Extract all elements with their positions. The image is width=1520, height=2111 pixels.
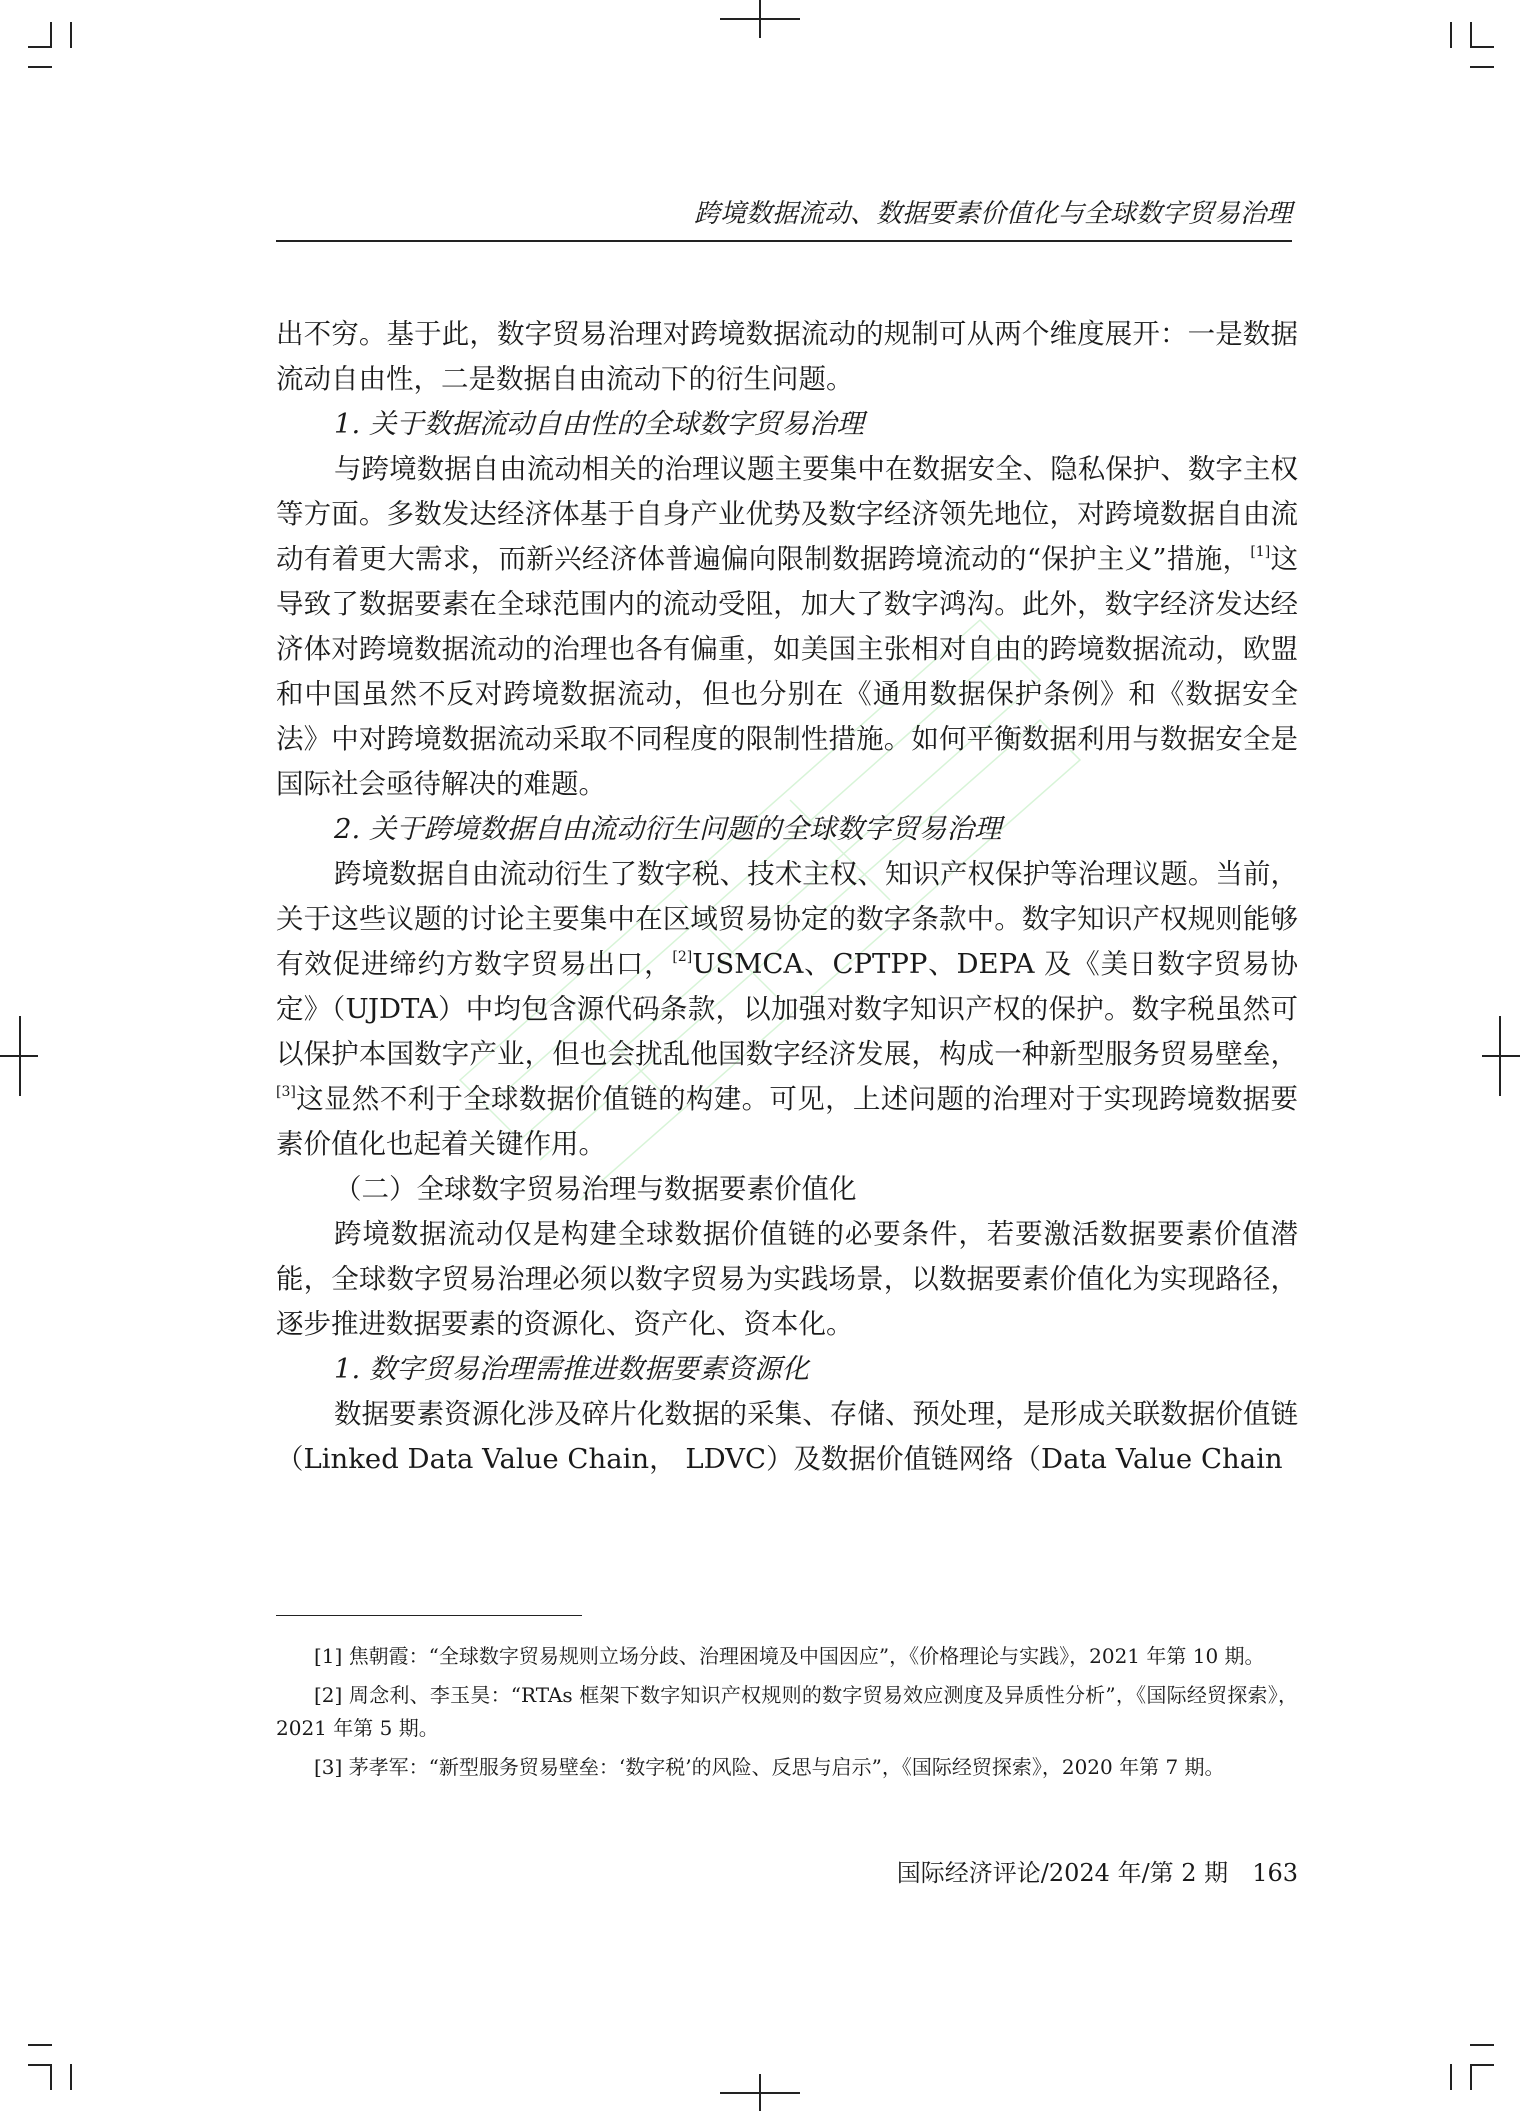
crop-mark xyxy=(70,2064,72,2090)
footnote: [2] 周念利、李玉昊：“RTAs 框架下数字知识产权规则的数字贸易效应测度及异质性分析”，《国际经贸探索》，2021 年第 5 期。 xyxy=(276,1683,1298,1740)
running-header: 跨境数据流动、数据要素价值化与全球数字贸易治理 xyxy=(276,196,1292,242)
page-number: 163 xyxy=(1252,1859,1298,1887)
crop-mark xyxy=(1470,46,1494,48)
crop-mark xyxy=(50,2064,52,2090)
paragraph: 跨境数据流动仅是构建全球数据价值链的必要条件，若要激活数据要素价值潜能，全球数字贸易治理必须以数字贸易为实践场景，以数据要素价值化为实现路径，逐步推进数据要素的资源化、资产化、资本化。 xyxy=(276,1218,1298,1340)
crop-mark xyxy=(1470,66,1494,68)
section-subheading: 1. 数字贸易治理需推进数据要素资源化 xyxy=(334,1353,809,1385)
crop-mark xyxy=(759,2074,761,2111)
paragraph: 出不穷。基于此，数字贸易治理对跨境数据流动的规制可从两个维度展开：一是数据流动自由性，二是数据自由流动下的衍生问题。 xyxy=(276,318,1298,395)
footnote-ref[interactable]: [1] xyxy=(1250,544,1271,560)
paragraph-text: 这显然不利于全球数据价值链的构建。可见，上述问题的治理对于实现跨境数据要素价值化也起着关键作用。 xyxy=(276,1083,1298,1160)
crop-mark xyxy=(759,0,761,38)
crop-mark xyxy=(50,22,52,48)
crop-mark xyxy=(28,46,52,48)
footnote-divider xyxy=(276,1615,582,1616)
crop-mark xyxy=(1470,22,1472,48)
article-body xyxy=(276,312,1298,1482)
paragraph-text: 跨境数据自由流动衍生了数字税、技术主权、知识产权保护等治理议题。当前，关于这些议题的讨论主要集中在区域贸易协定的数字条款中。数字知识产权规则能够有效促进缔约方数字贸易出口， xyxy=(276,858,1298,980)
crop-mark xyxy=(28,2044,52,2046)
paragraph-text: 这导致了数据要素在全球范围内的流动受阻，加大了数字鸿沟。此外，数字经济发达经济体对跨境数据流动的治理也各有偏重，如美国主张相对自由的跨境数据流动，欧盟和中国虽然不反对跨境数据流动，但也分别在《通用数据保护条例》和《数据安全法》中对跨境数据流动采取不同程度的限制性措施。如何平衡数据利用与数据安全是国际社会亟待解决的难题。 xyxy=(276,543,1298,800)
footnote-ref[interactable]: [3] xyxy=(276,1084,296,1100)
crop-mark xyxy=(70,22,72,48)
paragraph xyxy=(276,447,1298,807)
crop-mark xyxy=(1482,1055,1520,1057)
paragraph-text: 与跨境数据自由流动相关的治理议题主要集中在数据安全、隐私保护、数字主权等方面。多数发达经济体基于自身产业优势及数字经济领先地位，对跨境数据自由流动有着更大需求，而新兴经济体普遍偏向限制数据跨境流动的“保护主义”措施， xyxy=(276,453,1298,575)
crop-mark xyxy=(1470,2064,1472,2090)
crop-mark xyxy=(1450,2064,1452,2090)
footnote: [1] 焦朝霞：“全球数字贸易规则立场分歧、治理困境及中国因应”，《价格理论与实践》，2021 年第 10 期。 xyxy=(314,1644,1265,1668)
footnotes xyxy=(276,1640,1298,1790)
section-heading: （二）全球数字贸易治理与数据要素价值化 xyxy=(334,1173,857,1205)
footnote-ref[interactable]: [2] xyxy=(672,949,693,965)
section-subheading: 2. 关于跨境数据自由流动衍生问题的全球数字贸易治理 xyxy=(334,813,1002,845)
crop-mark xyxy=(1470,2064,1494,2066)
footnote: [3] 茅孝军：“新型服务贸易壁垒：‘数字税’的风险、反思与启示”，《国际经贸探索》，2020 年第 7 期。 xyxy=(314,1755,1225,1779)
paragraph: 数据要素资源化涉及碎片化数据的采集、存储、预处理，是形成关联数据价值链（Linked Data Value Chain， LDVC）及数据价值链网络（Data Value Chain xyxy=(276,1398,1298,1475)
paragraph-text: USMCA、CPTPP、DEPA 及《美日数字贸易协定》（UJDTA）中均包含源代码条款，以加强对数字知识产权的保护。数字税虽然可以保护本国数字产业，但也会扰乱他国数字经济发展，构成一种新型服务贸易壁垒， xyxy=(276,948,1299,1070)
page-footer xyxy=(820,1858,1298,1888)
paragraph xyxy=(276,852,1298,1167)
section-subheading: 1. 关于数据流动自由性的全球数字贸易治理 xyxy=(334,408,864,440)
crop-mark xyxy=(1450,22,1452,48)
crop-mark xyxy=(1470,2044,1494,2046)
crop-mark xyxy=(1499,1016,1501,1096)
crop-mark xyxy=(28,66,52,68)
crop-mark xyxy=(28,2064,52,2066)
crop-mark xyxy=(19,1016,21,1096)
journal-issue: 国际经济评论/2024 年/第 2 期 xyxy=(896,1859,1229,1887)
